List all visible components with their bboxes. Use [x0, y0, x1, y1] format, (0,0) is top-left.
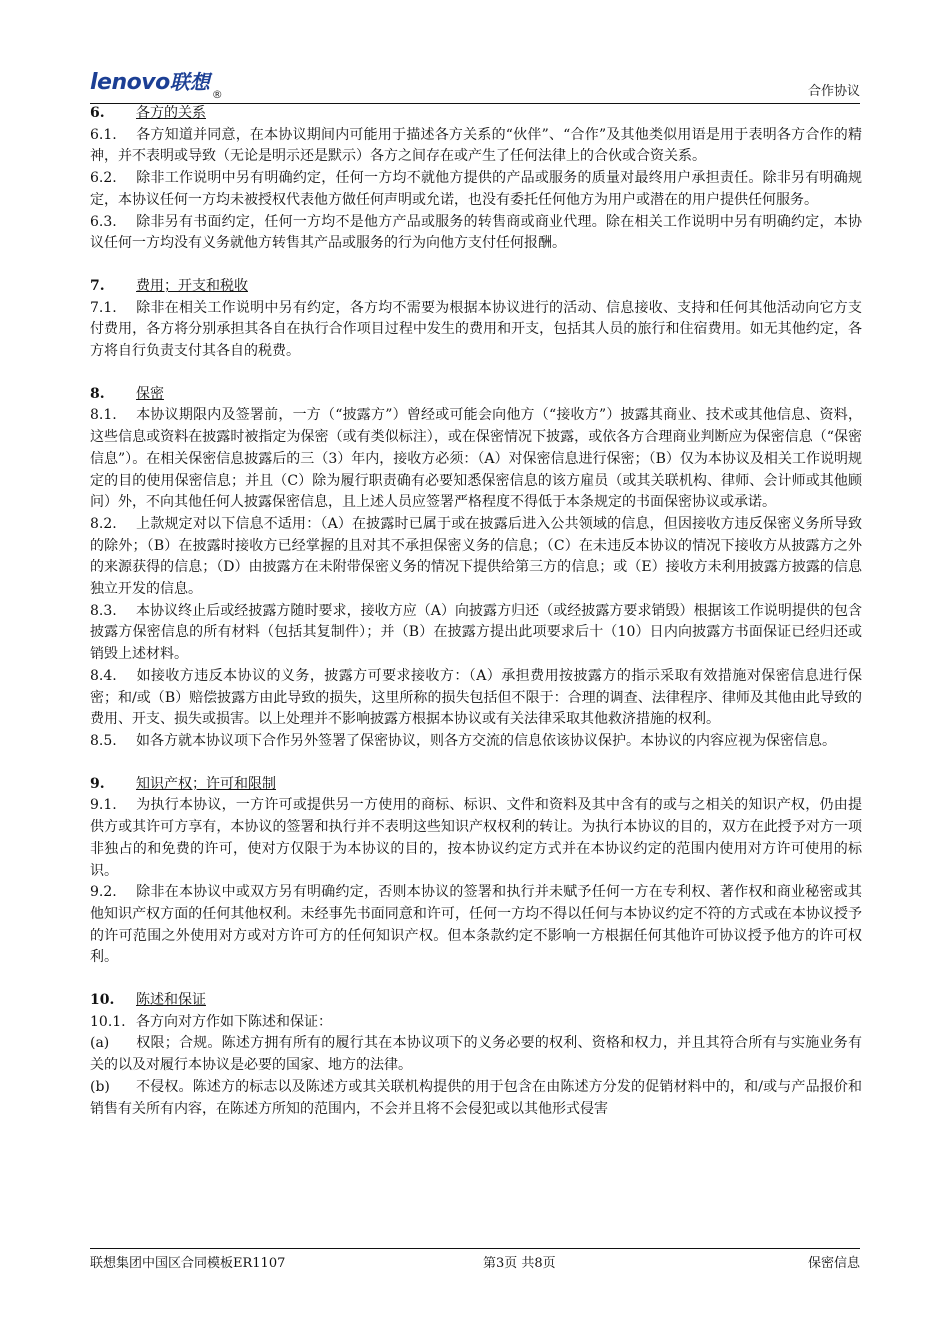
clause-text: 各方知道并同意，在本协议期间内可能用于描述各方关系的“伙伴”、“合作”及其他类似用语是用于表明各方合作的精神，并不表明或导致（无论是明示还是默示）各方之间存在或产生了任何法律上的合伙或合资关系。: [90, 126, 862, 165]
clause-text: 上款规定对以下信息不适用：（A）在披露时已属于或在披露后进入公共领域的信息，但因接收方违反保密义务所导致的除外；（B）在披露时接收方已经掌握的且对其不承担保密义务的信息；（C）在未违反本协议的情况下接收方从披露方之外的来源获得的信息；（D）由披露方在未附带保密义务的情况下提供给第三方的信息；或（E）接收方未利用披露方披露的信息独立开发的信息。: [90, 515, 862, 598]
section: [90, 384, 862, 753]
section-heading: [90, 990, 862, 1012]
section-title: 费用；开支和税收: [136, 277, 248, 294]
section-heading: [90, 774, 862, 796]
section-number: 10.: [90, 992, 115, 1009]
clause-number: 8.2.: [90, 515, 117, 532]
page-header: [90, 66, 860, 102]
clause-number: 8.1.: [90, 407, 117, 424]
section-number: 6.: [90, 105, 105, 121]
clause-number: (b): [90, 1078, 110, 1095]
section: [90, 103, 862, 255]
clause-number: 10.1.: [90, 1013, 126, 1030]
footer-confidential: 保密信息: [807, 1256, 860, 1271]
clause-text: 除非工作说明中另有明确约定，任何一方均不就他方提供的产品或服务的质量对最终用户承担责任。除非另有明确规定，本协议任何一方均未被授权代表他方做任何声明或允诺，也没有委托任何他方为用户或潜在的用户提供任何服务。: [90, 170, 862, 208]
section-number: 9.: [90, 775, 105, 792]
clause-text: 本协议期限内及签署前，一方（“披露方”）曾经或可能会向他方（“接收方”）披露其商业、技术或其他信息、资料，这些信息或资料在披露时被指定为保密（或有类似标注），或在保密情况下披露，或依各方合理商业判断应为保密信息（“保密信息”）。在相关保密信息披露后的三（3）年内，接收方必须：（A）对保密信息进行保密；（B）仅为本协议及相关工作说明规定的目的使用保密信息；并且（C）除为履行职责确有必要知悉保密信息的该方雇员（或其关联机构、律师、会计师或其他顾问）外，不向其他任何人披露保密信息，且上述人员应签署严格程度不得低于本条规定的书面保密协议或承诺。: [90, 407, 862, 511]
footer-template-id: 联想集团中国区合同模板ER1107: [90, 1256, 286, 1271]
clause: [90, 125, 862, 168]
clause-text: 本协议终止后或经披露方随时要求，接收方应（A）向披露方归还（或经披露方要求销毁）根据该工作说明提供的包含披露方保密信息的所有材料（包括其复制件）；并（B）在披露方提出此项要求后十（10）日内向披露方书面保证已经归还或销毁上述材料。: [90, 602, 862, 663]
clause: [90, 1077, 862, 1120]
logo-wordmark: lenovo: [90, 70, 170, 95]
section-number: 8.: [90, 385, 105, 402]
footer-page-number: 第3页 共8页: [483, 1256, 556, 1271]
clause-number: 6.2.: [90, 170, 117, 187]
section-number: 7.: [90, 277, 105, 294]
clause: [90, 212, 862, 255]
clause: [90, 882, 862, 969]
section-heading: [90, 103, 862, 125]
clause: [90, 666, 862, 731]
clause-number: 8.3.: [90, 602, 117, 619]
clause-text: 除非在本协议中或双方另有明确约定，否则本协议的签署和执行并未赋予任何一方在专利权、著作权和商业秘密或其他知识产权方面的任何其他权利。未经事先书面同意和许可，任何一方均不得以任何与本协议约定不符的方式或在本协议授予的许可范围之外使用对方或对方许可方的任何知识产权。但本条款约定不影响一方根据任何其他许可协议授予他方的许可权利。: [90, 884, 862, 966]
clause: [90, 731, 862, 753]
clause: [90, 1033, 862, 1076]
clause-text: 如各方就本协议项下合作另外签署了保密协议，则各方交流的信息依该协议保护。本协议的内容应视为保密信息。: [136, 732, 836, 749]
clause-number: 8.5.: [90, 732, 117, 749]
clause-text: 除非在相关工作说明中另有约定，各方均不需要为根据本协议进行的活动、信息接收、支持和任何其他活动向它方支付费用，各方将分别承担其各自在执行合作项目过程中发生的费用和开支，包括其人员的旅行和住宿费用。如无其他约定，各方将自行负责支付其各自的税费。: [90, 299, 862, 360]
clause: [90, 1012, 862, 1034]
clause-text: 如接收方违反本协议的义务，披露方可要求接收方：（A）承担费用按披露方的指示采取有效措施对保密信息进行保密；和/或（B）赔偿披露方由此导致的损失，这里所称的损失包括但不限于：合理的调查、法律程序、律师及其他由此导致的费用、开支、损失或损害。以上处理并不影响披露方根据本协议或有关法律采取其他救济措施的权利。: [90, 667, 862, 728]
section: [90, 990, 862, 1120]
clause: [90, 298, 862, 363]
lenovo-logo: [90, 66, 223, 101]
section-heading: [90, 276, 862, 298]
section: [90, 276, 862, 363]
section-title: 知识产权；许可和限制: [136, 775, 276, 792]
clause-text: 为执行本协议，一方许可或提供另一方使用的商标、标识、文件和资料及其中含有的或与之相关的知识产权，仍由提供方或其许可方享有，本协议的签署和执行并不表明这些知识产权权利的转让。为执行本协议的目的，双方在此授予对方一项非独占的和免费的许可，使对方仅限于为本协议的目的，按本协议约定方式并在本协议约定的范围内使用对方许可使用的标识。: [90, 797, 862, 879]
clause-text: 权限；合规。陈述方拥有所有的履行其在本协议项下的义务必要的权利、资格和权力，并且其符合所有与实施业务有关的以及对履行本协议是必要的国家、地方的法律。: [90, 1035, 862, 1074]
clause: [90, 405, 862, 514]
section-heading: [90, 384, 862, 406]
page-footer: [90, 1248, 860, 1272]
logo-cn: 联想: [169, 70, 210, 94]
document-body: [90, 103, 862, 1120]
clause-text: 不侵权。陈述方的标志以及陈述方或其关联机构提供的用于包含在由陈述方分发的促销材料中的，和/或与产品报价和销售有关所有内容，在陈述方所知的范围内，不会并且将不会侵犯或以其他形式侵害: [90, 1078, 862, 1117]
clause-number: 9.1.: [90, 797, 117, 814]
footer-divider: [90, 1248, 860, 1249]
clause-number: 9.2.: [90, 884, 117, 901]
clause-text: 除非另有书面约定，任何一方均不是他方产品或服务的转售商或商业代理。除在相关工作说明中另有明确约定，本协议任何一方均没有义务就他方转售其产品或服务的行为向他方支付任何报酬。: [90, 213, 862, 252]
clause-number: 8.4.: [90, 667, 117, 684]
section-title: 保密: [136, 385, 164, 402]
clause-number: (a): [90, 1035, 110, 1052]
clause-text: 各方向对方作如下陈述和保证：: [136, 1013, 332, 1030]
clause: [90, 168, 862, 211]
clause-number: 6.1.: [90, 126, 117, 143]
clause-number: 7.1.: [90, 299, 117, 316]
section-title: 各方的关系: [136, 105, 206, 121]
section-title: 陈述和保证: [136, 992, 206, 1009]
clause: [90, 795, 862, 882]
registered-mark: ®: [211, 88, 223, 101]
clause-number: 6.3.: [90, 213, 117, 230]
document-type: 合作协议: [807, 84, 860, 99]
section: [90, 774, 862, 969]
clause: [90, 601, 862, 666]
clause: [90, 514, 862, 601]
